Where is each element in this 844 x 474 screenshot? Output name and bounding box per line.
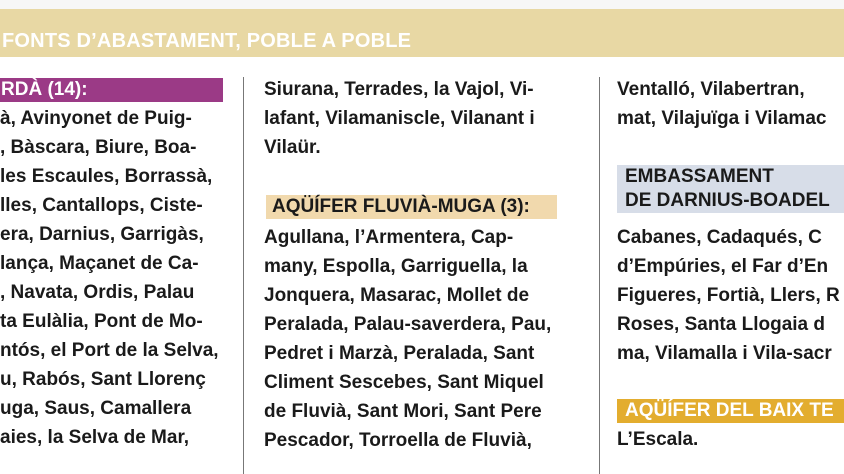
text-line: lles, Cantallops, Ciste- (0, 195, 203, 216)
text-line: u, Rabós, Sant Llorenç (0, 369, 206, 390)
text-line: uga, Saus, Camallera (0, 398, 192, 419)
text-line: à, Avinyonet de Puig- (0, 108, 192, 129)
banner-title: FONTS D’ABASTAMENT, POBLE A POBLE (2, 30, 412, 52)
section-header: AQÜÍFER FLUVIÀ-MUGA (3): (266, 195, 557, 219)
text-line: lança, Maçanet de Ca- (0, 253, 199, 274)
column-divider (599, 77, 600, 474)
text-line: era, Darnius, Garrigàs, (0, 224, 204, 245)
text-line: Siurana, Terrades, la Vajol, Vi- (264, 79, 534, 100)
text-line: ta Eulàlia, Pont de Mo- (0, 311, 203, 332)
section-header: AQÜÍFER DEL BAIX TE (617, 399, 844, 423)
text-line: lafant, Vilamaniscle, Vilanant i (264, 108, 535, 129)
text-line: Figueres, Fortià, Llers, R (617, 285, 840, 306)
text-line: Cabanes, Cadaqués, C (617, 227, 822, 248)
text-line: les Escaules, Borrassà, (0, 166, 213, 187)
text-line: ntós, el Port de la Selva, (0, 340, 219, 361)
text-line: L’Escala. (617, 429, 699, 450)
text-line: aies, la Selva de Mar, (0, 427, 190, 448)
column-3 (617, 0, 844, 474)
text-line: Ventalló, Vilabertran, (617, 79, 805, 100)
text-line: mat, Vilajuïga i Vilamac (617, 108, 827, 129)
section-header: DE DARNIUS-BOADEL (617, 189, 844, 213)
text-line: Pedret i Marzà, Peralada, Sant (264, 343, 535, 364)
section-header: EMBASSAMENT (617, 165, 844, 189)
text-line: ma, Vilamalla i Vila-sacr (617, 343, 832, 364)
text-line: , Navata, Ordis, Palau (0, 282, 195, 303)
text-line: , Bàscara, Biure, Boa- (0, 137, 197, 158)
text-line: many, Espolla, Garriguella, la (264, 256, 528, 277)
text-line: Jonquera, Masarac, Mollet de (264, 285, 530, 306)
column-1 (0, 0, 232, 474)
column-2 (264, 0, 586, 474)
text-line: Climent Sescebes, Sant Miquel (264, 372, 544, 393)
section-header: RDÀ (14): (0, 78, 223, 102)
text-line: Pescador, Torroella de Fluvià, (264, 430, 532, 451)
text-line: Agullana, l’Armentera, Cap- (264, 227, 514, 248)
text-line: Peralada, Palau-saverdera, Pau, (264, 314, 552, 335)
column-divider (243, 77, 244, 474)
text-line: de Fluvià, Sant Mori, Sant Pere (264, 401, 542, 422)
text-line: Roses, Santa Llogaia d (617, 314, 825, 335)
text-line: Vilaür. (264, 137, 321, 158)
text-line: d’Empúries, el Far d’En (617, 256, 829, 277)
